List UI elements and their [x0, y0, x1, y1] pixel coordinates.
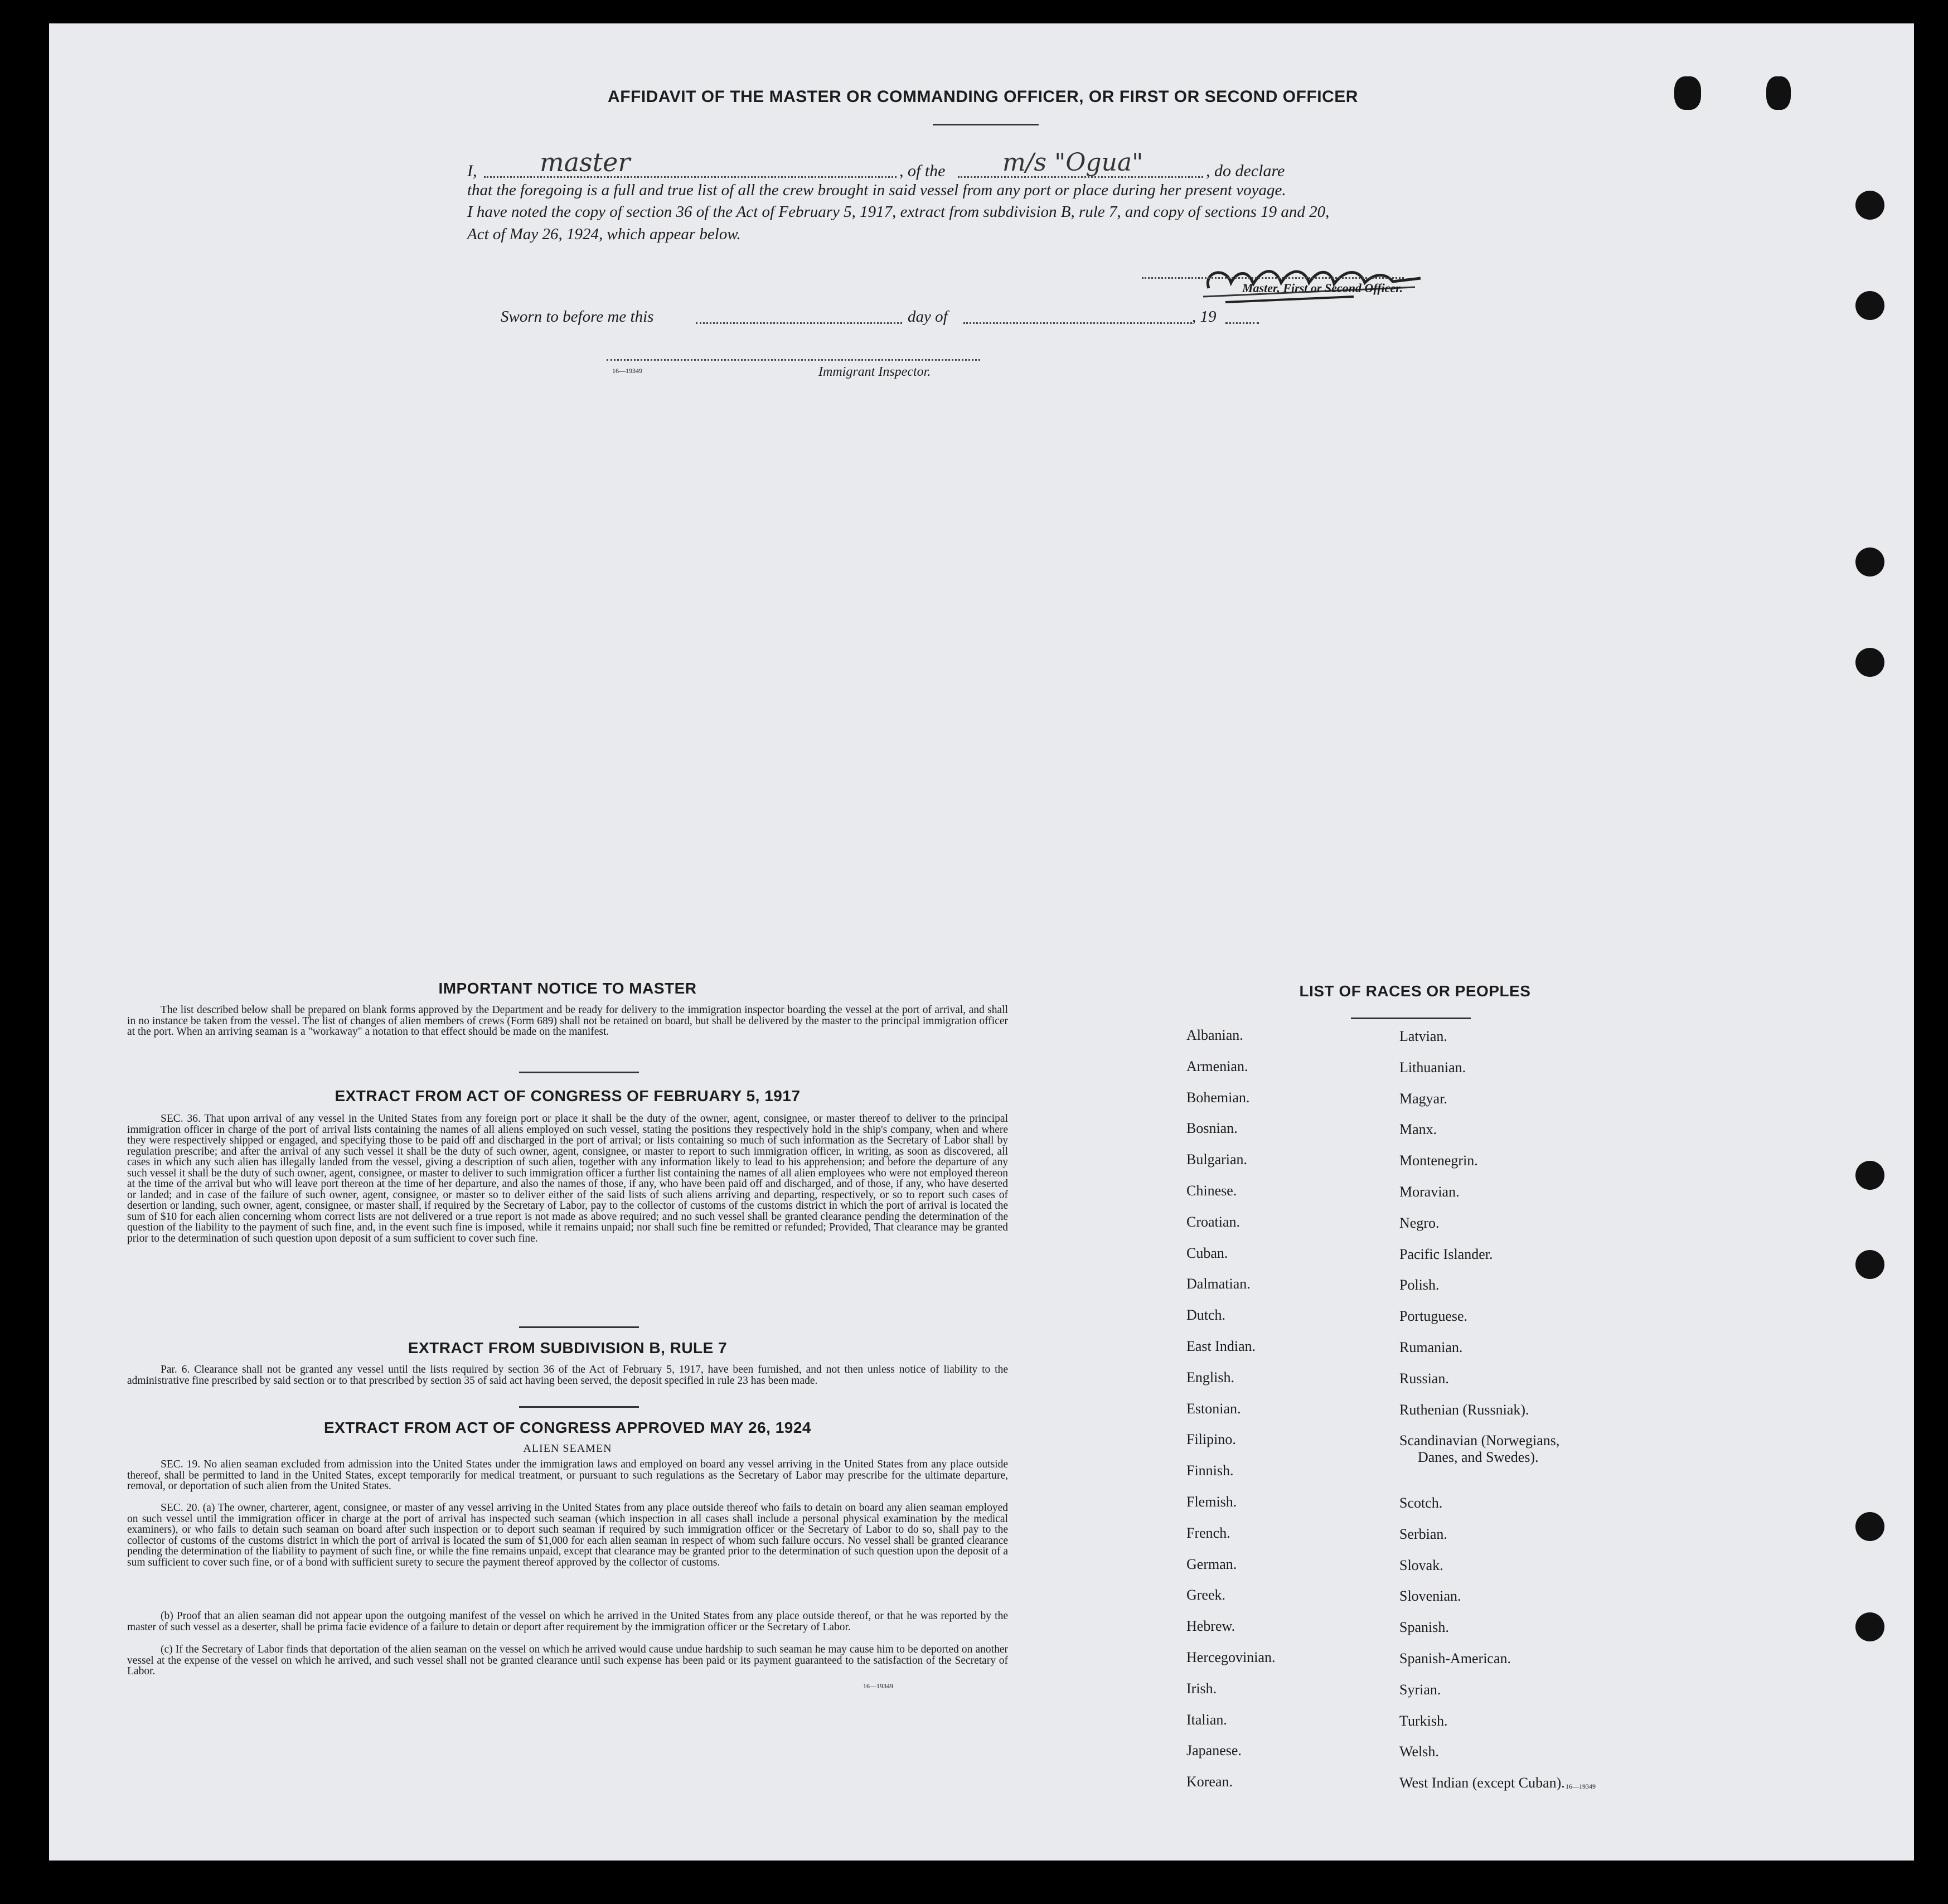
form-number: 16—19349	[612, 367, 642, 375]
affidavit-line-3: I have noted the copy of section 36 of the Act of February 5, 1917, extract from subdivision B, rule 7, and copy of sections 19 and 20,	[467, 203, 1330, 221]
affidavit-line-2: that the foregoing is a full and true list of all the crew brought in said vessel from any port or place during her present voyage.	[467, 181, 1286, 199]
race-item: Moravian.	[1399, 1184, 1460, 1200]
rule7-body: Par. 6. Clearance shall not be granted any vessel until the lists required by section 36 of the Act of February 5, 1917, have been furnished, and not then unless notice of liability to the administrative fine prescribed by said section or to that prescribed by section 35 of said act having been served, the deposit specified in rule 23 has been made.	[127, 1364, 1008, 1387]
notice-title: IMPORTANT NOTICE TO MASTER	[438, 980, 697, 997]
inspector-caption: Immigrant Inspector.	[818, 365, 931, 379]
sworn-year: , 19	[1192, 308, 1217, 326]
form-number: 16—19349	[863, 1682, 893, 1690]
affidavit-title: AFFIDAVIT OF THE MASTER OR COMMANDING OFFICER, OR FIRST OR SECOND OFFICER	[608, 88, 1358, 106]
race-item: Lithuanian.	[1399, 1059, 1466, 1075]
race-item: Montenegrin.	[1399, 1152, 1478, 1169]
race-item: Korean.	[1186, 1774, 1233, 1790]
ink-blot	[1674, 76, 1701, 110]
line1-suffix: , do declare	[1206, 162, 1285, 180]
race-item: English.	[1186, 1369, 1234, 1385]
race-item: Dalmatian.	[1186, 1276, 1251, 1292]
extract1917-body: SEC. 36. That upon arrival of any vessel in the United States from any foreign port or place it shall be the duty of the owner, agent, consignee, or master thereof to deliver to the principal immigration officer in charge of the port of arrival lists containing the names of all aliens employed on such vessel, stating the positions they respectively hold in the ship's company, when and where they were respectively shipped or engaged, and specifying those to be paid off and discharged in the port of arrival; or lists containing so much of such information as the Secretary of Labor shall by regulation prescribe; and after the arrival of any such vessel it shall be the duty of such owner, agent, consignee, or master to report to such immigration officer, in writing, as soon as discovered, all cases in which any such alien has illegally landed from the vessel, giving a description of such alien, together with any information likely to lead to his apprehension; and before the departure of any such vessel it shall be the duty of such owner, agent, consignee, or master to deliver to such immigration officer a further list containing the names of all alien employees who were not employed thereon at the time of the arrival but who will leave port thereon at the time of her departure, and also the names of those, if any, who have been paid off and discharged, and of those, if any, who have deserted or landed; and in case of the failure of such owner, agent, consignee, or master so to deliver either of the said lists of such aliens arriving and departing, respectively, or so to report such cases of desertion or landing, such owner, agent, consignee, or master shall, if required by the Secretary of Labor, pay to the collector of customs of the customs district in which the port of arrival is located the sum of $10 for each alien concerning whom correct lists are not delivered or a true report is not made as above required; and no such vessel shall be granted clearance pending the determination of the question of the liability to the payment of such fine, and, in the event such fine is imposed, while it remains unpaid; nor shall such fine be remitted or refunded; Provided, That clearance may be granted prior to the determination of such question upon deposit of a sum sufficient to cover such fine.	[127, 1113, 1008, 1244]
document-page	[49, 23, 1914, 1861]
race-item: Japanese.	[1186, 1742, 1242, 1759]
rule7-title: EXTRACT FROM SUBDIVISION B, RULE 7	[408, 1339, 728, 1356]
sworn-date-blank	[696, 322, 902, 324]
race-item: German.	[1186, 1556, 1237, 1572]
affidavit-line-4: Act of May 26, 1924, which appear below.	[467, 225, 741, 243]
race-item: Croatian.	[1186, 1213, 1240, 1230]
race-item: Portuguese.	[1399, 1308, 1468, 1325]
form-number: 16—19349	[1566, 1782, 1596, 1790]
inspector-line	[607, 359, 980, 361]
race-item: Magyar.	[1399, 1090, 1447, 1107]
race-item: Filipino.	[1186, 1431, 1236, 1448]
race-item: Hebrew.	[1186, 1618, 1235, 1635]
punch-hole	[1855, 1512, 1884, 1541]
punch-hole	[1855, 1250, 1884, 1279]
race-item: Spanish.	[1399, 1619, 1449, 1636]
extract1917-title: EXTRACT FROM ACT OF CONGRESS OF FEBRUARY 5, 1917	[335, 1087, 801, 1104]
race-item: Slovenian.	[1399, 1588, 1461, 1605]
races-title: LIST OF RACES OR PEOPLES	[1299, 982, 1531, 1000]
signature-caption: Master, First or Second Officer.	[1242, 281, 1403, 295]
race-item: Rumanian.	[1399, 1339, 1463, 1355]
race-item: Russian.	[1399, 1370, 1449, 1387]
divider	[933, 124, 1039, 125]
punch-hole	[1855, 1612, 1884, 1641]
race-item: Manx.	[1399, 1121, 1437, 1138]
extract1924-sec20b: (b) Proof that an alien seaman did not appear upon the outgoing manifest of the vessel on which he arrived in the United States from any place outside thereof, or that he was reported by the master of such vessel as a deserter, shall be prima facie evidence of a failure to detain or deport after requirement by the immigration officer or the Secretary of Labor.	[127, 1610, 1008, 1633]
race-item: Greek.	[1186, 1587, 1226, 1603]
race-item: Irish.	[1186, 1680, 1217, 1697]
race-item: West Indian (except Cuban).	[1399, 1775, 1565, 1791]
sworn-year-blank	[1225, 322, 1259, 324]
race-item: Chinese.	[1186, 1183, 1237, 1199]
race-item: Finnish.	[1186, 1462, 1234, 1479]
race-item: Dutch.	[1186, 1307, 1226, 1324]
line1-mid: , of the	[899, 162, 946, 180]
ink-blot	[1766, 76, 1791, 110]
extract1924-sec19: SEC. 19. No alien seaman excluded from admission into the United States under the immigration laws and employed on board any vessel arriving in the United States from any place outside thereof, shall be permitted to land in the United States, except temporarily for medical treatment, or pursuant to such regulations as the Secretary of Labor may prescribe for the ultimate departure, removal, or deportation of such alien from the United States.	[127, 1459, 1008, 1492]
race-item: Latvian.	[1399, 1028, 1447, 1044]
handwritten-name: master	[540, 147, 631, 177]
race-item: Italian.	[1186, 1711, 1227, 1728]
race-item: Scandinavian (Norwegians,	[1399, 1432, 1560, 1449]
race-item: Serbian.	[1399, 1525, 1447, 1542]
extract1924-sec20c: (c) If the Secretary of Labor finds that deportation of the alien seaman on the vessel on which he arrived would cause undue hardship to such seaman he may cause him to be deported on another vessel at the expense of the vessel on which he arrived, and such vessel shall not be granted clearance until such expense has been paid or its payment guaranteed to the satisfaction of the Secretary of Labor.	[127, 1644, 1008, 1677]
race-item: Flemish.	[1186, 1494, 1237, 1510]
race-item: Scotch.	[1399, 1495, 1443, 1511]
extract1924-sec20a: SEC. 20. (a) The owner, charterer, agent, consignee, or master of any vessel arriving in the United States from any place outside thereof who fails to detain on board any alien seaman employed on such vessel until the immigration officer in charge at the port of arrival has inspected such seaman (which inspection in all cases shall include a personal physical examination by the medical examiners), or who fails to detain such seaman on board after such inspection or to deport such seaman if required by such immigration officer or the Secretary of Labor to do so, shall pay to the collector of customs of the customs district in which the port of arrival is located the sum of $1,000 for each alien seaman in respect of whom such failure occurs. No vessel shall be granted clearance pending the determination of the liability to payment of such fine, or while the fine remains unpaid, except that clearance may be granted prior to the determination of such question upon the deposit of a sum sufficient to cover such fine, or of a bond with sufficient surety to secure the payment thereof approved by the collector of customs.	[127, 1502, 1008, 1568]
race-item: Armenian.	[1186, 1058, 1248, 1074]
race-item: Syrian.	[1399, 1681, 1441, 1698]
race-item: Ruthenian (Russniak).	[1399, 1401, 1529, 1418]
sworn-day: day of	[908, 308, 948, 326]
race-item: Hercegovinian.	[1186, 1649, 1276, 1665]
race-item: Slovak.	[1399, 1557, 1443, 1573]
punch-hole	[1855, 291, 1884, 320]
signature-line	[1142, 277, 1404, 279]
race-item: Bulgarian.	[1186, 1151, 1248, 1168]
divider	[519, 1406, 639, 1408]
race-item: Negro.	[1399, 1214, 1440, 1231]
race-item: Welsh.	[1399, 1743, 1439, 1760]
race-item: Albanian.	[1186, 1027, 1243, 1043]
punch-hole	[1855, 191, 1884, 220]
race-item: Pacific Islander.	[1399, 1246, 1493, 1262]
affidavit-line-1	[467, 147, 1554, 180]
handwritten-vessel: m/s "Ogua"	[1002, 148, 1143, 177]
race-item: Estonian.	[1186, 1400, 1241, 1417]
punch-hole	[1855, 1161, 1884, 1190]
sworn-line	[501, 302, 1309, 330]
race-item: Spanish-American.	[1399, 1650, 1511, 1666]
race-item: Polish.	[1399, 1277, 1440, 1293]
race-item: French.	[1186, 1524, 1230, 1541]
race-item: Cuban.	[1186, 1244, 1228, 1261]
signature	[1192, 244, 1426, 305]
divider	[519, 1326, 639, 1328]
divider	[519, 1072, 639, 1073]
race-item: Bohemian.	[1186, 1089, 1250, 1106]
punch-hole	[1855, 648, 1884, 677]
extract1924-subtitle: ALIEN SEAMEN	[523, 1442, 612, 1455]
race-item: Bosnian.	[1186, 1120, 1238, 1137]
race-item: East Indian.	[1186, 1338, 1256, 1354]
sworn-prefix: Sworn to before me this	[501, 308, 654, 326]
extract1924-title: EXTRACT FROM ACT OF CONGRESS APPROVED MAY 26, 1924	[324, 1419, 811, 1436]
line1-prefix: I,	[467, 162, 477, 180]
sworn-month-blank	[963, 322, 1192, 324]
race-item: Turkish.	[1399, 1712, 1448, 1729]
punch-hole	[1855, 548, 1884, 576]
divider	[1351, 1018, 1471, 1019]
notice-body: The list described below shall be prepared on blank forms approved by the Department and be ready for delivery to the immigration inspector boarding the vessel at the port of arrival, and shall in no instance be taken from the vessel. The list of changes of alien members of crews (Form 689) shall not be retained on board, but shall be delivered by the master to the principal immigration officer at the port. When an arriving seaman is a "workaway" a notation to that effect should be made on the manifest.	[127, 1004, 1008, 1038]
race-item: Danes, and Swedes).	[1418, 1449, 1539, 1466]
